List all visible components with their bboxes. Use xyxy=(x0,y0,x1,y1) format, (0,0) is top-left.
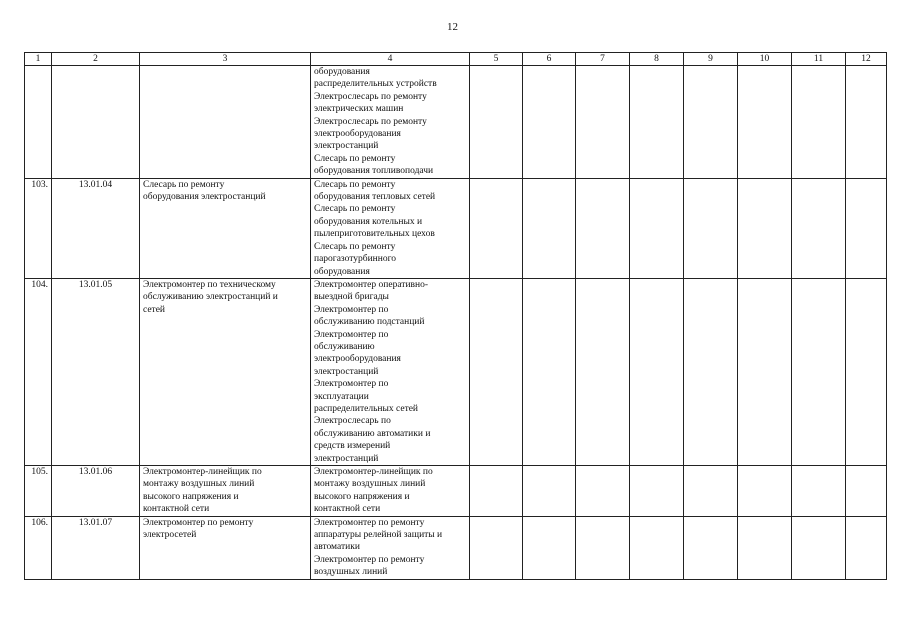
code-cell: 13.01.07 xyxy=(52,516,140,579)
name-line: Электромонтер по ремонту xyxy=(143,517,254,528)
empty-cell xyxy=(684,278,738,465)
table-row xyxy=(25,178,887,278)
related-line: Электрослесарь по ремонту xyxy=(314,116,427,127)
related-line: аппаратуры релейной защиты и xyxy=(314,530,443,541)
related-line: обслуживанию подстанций xyxy=(314,317,425,328)
name-line: Электромонтер-линейщик по xyxy=(143,467,262,477)
empty-cell xyxy=(470,278,523,465)
column-header: 8 xyxy=(630,53,684,66)
empty-cell xyxy=(846,466,887,517)
related-professions-cell xyxy=(311,278,470,465)
column-header: 10 xyxy=(738,53,792,66)
related-line: обслуживанию автоматики и xyxy=(314,428,431,439)
related-professions-cell xyxy=(311,66,470,179)
code-cell xyxy=(52,66,140,179)
empty-cell xyxy=(470,66,523,179)
row-number-cell xyxy=(25,66,52,179)
name-line: сетей xyxy=(143,304,166,315)
empty-cell xyxy=(630,516,684,579)
related-line: Электромонтер по ремонту xyxy=(314,554,425,565)
related-line: Электрослесарь по xyxy=(314,416,391,427)
related-line: электростанций xyxy=(314,453,379,464)
empty-cell xyxy=(630,66,684,179)
related-line: оборудования котельных и xyxy=(314,216,423,227)
column-header: 12 xyxy=(846,53,887,66)
related-line: Слесарь по ремонту xyxy=(314,153,396,164)
empty-cell xyxy=(792,66,846,179)
related-line: выездной бригады xyxy=(314,292,389,303)
name-line: контактной сети xyxy=(143,504,210,515)
column-header: 7 xyxy=(576,53,630,66)
column-header: 3 xyxy=(140,53,311,66)
related-line: электрических машин xyxy=(314,104,404,115)
related-line: Электрослесарь по ремонту xyxy=(314,91,427,102)
related-line: парогазотурбинного xyxy=(314,254,397,265)
column-header: 9 xyxy=(684,53,738,66)
name-line: обслуживанию электростанций и xyxy=(143,292,278,303)
empty-cell xyxy=(684,66,738,179)
empty-cell xyxy=(576,178,630,278)
profession-name-cell xyxy=(140,516,311,579)
empty-cell xyxy=(846,278,887,465)
related-line: распределительных устройств xyxy=(314,79,437,90)
related-line: оборудования xyxy=(314,67,370,77)
profession-name-cell xyxy=(140,178,311,278)
empty-cell xyxy=(576,66,630,179)
empty-cell xyxy=(630,278,684,465)
related-line: обслуживанию xyxy=(314,341,375,352)
related-line: Электромонтер-линейщик по xyxy=(314,467,433,477)
code-cell: 13.01.05 xyxy=(52,278,140,465)
empty-cell xyxy=(523,516,576,579)
header-row xyxy=(25,53,887,66)
empty-cell xyxy=(792,516,846,579)
profession-name-cell xyxy=(140,66,311,179)
name-line: оборудования электростанций xyxy=(143,192,266,203)
related-professions-cell xyxy=(311,178,470,278)
profession-name-cell xyxy=(140,466,311,517)
empty-cell xyxy=(576,278,630,465)
empty-cell xyxy=(523,66,576,179)
related-professions-cell xyxy=(311,516,470,579)
professions-table xyxy=(24,52,887,580)
related-line: оборудования xyxy=(314,266,370,277)
empty-cell xyxy=(470,516,523,579)
table-row xyxy=(25,466,887,517)
empty-cell xyxy=(738,178,792,278)
related-line: высокого напряжения и xyxy=(314,491,410,502)
related-line: автоматики xyxy=(314,542,360,553)
related-line: Электромонтер по xyxy=(314,379,389,390)
empty-cell xyxy=(792,178,846,278)
related-line: пылеприготовительных цехов xyxy=(314,229,435,240)
name-line: монтажу воздушных линий xyxy=(143,479,255,490)
code-cell: 13.01.06 xyxy=(52,466,140,517)
empty-cell xyxy=(523,278,576,465)
name-line: Слесарь по ремонту xyxy=(143,179,225,190)
name-line: Электромонтер по техническому xyxy=(143,279,276,290)
empty-cell xyxy=(792,278,846,465)
name-line: электросетей xyxy=(143,530,197,541)
empty-cell xyxy=(792,466,846,517)
empty-cell xyxy=(846,66,887,179)
empty-cell xyxy=(738,516,792,579)
row-number-cell: 104. xyxy=(25,278,52,465)
column-header: 11 xyxy=(792,53,846,66)
related-line: Электромонтер по xyxy=(314,304,389,315)
empty-cell xyxy=(738,278,792,465)
related-line: монтажу воздушных линий xyxy=(314,479,426,490)
table-row-continuation xyxy=(25,66,887,179)
empty-cell xyxy=(846,178,887,278)
empty-cell xyxy=(684,178,738,278)
related-line: оборудования тепловых сетей xyxy=(314,192,436,203)
related-line: контактной сети xyxy=(314,504,381,515)
empty-cell xyxy=(470,178,523,278)
code-cell: 13.01.04 xyxy=(52,178,140,278)
related-line: эксплуатации xyxy=(314,391,369,402)
related-line: Слесарь по ремонту xyxy=(314,204,396,215)
empty-cell xyxy=(846,516,887,579)
empty-cell xyxy=(738,66,792,179)
empty-cell xyxy=(470,466,523,517)
column-header: 6 xyxy=(523,53,576,66)
related-line: воздушных линий xyxy=(314,567,388,578)
row-number-cell: 103. xyxy=(25,178,52,278)
empty-cell xyxy=(630,178,684,278)
related-line: электрооборудования xyxy=(314,129,401,140)
related-line: электрооборудования xyxy=(314,354,401,365)
empty-cell xyxy=(630,466,684,517)
column-header: 2 xyxy=(52,53,140,66)
empty-cell xyxy=(684,466,738,517)
empty-cell xyxy=(523,178,576,278)
row-number-cell: 106. xyxy=(25,516,52,579)
empty-cell xyxy=(576,516,630,579)
related-line: Электромонтер по xyxy=(314,329,389,340)
table-row xyxy=(25,516,887,579)
name-line: высокого напряжения и xyxy=(143,491,239,502)
row-number-cell: 105. xyxy=(25,466,52,517)
related-line: Электромонтер по ремонту xyxy=(314,517,425,528)
related-line: Электромонтер оперативно- xyxy=(314,279,429,290)
profession-name-cell xyxy=(140,278,311,465)
empty-cell xyxy=(684,516,738,579)
related-line: оборудования топливоподачи xyxy=(314,166,434,177)
related-line: Слесарь по ремонту xyxy=(314,179,396,190)
related-line: распределительных сетей xyxy=(314,403,419,414)
table-row xyxy=(25,278,887,465)
empty-cell xyxy=(738,466,792,517)
related-line: Слесарь по ремонту xyxy=(314,241,396,252)
column-header: 4 xyxy=(311,53,470,66)
related-line: электростанций xyxy=(314,141,379,152)
column-header: 1 xyxy=(25,53,52,66)
empty-cell xyxy=(523,466,576,517)
column-header: 5 xyxy=(470,53,523,66)
related-professions-cell xyxy=(311,466,470,517)
related-line: электростанций xyxy=(314,366,379,377)
related-line: средств измерений xyxy=(314,441,391,452)
empty-cell xyxy=(576,466,630,517)
page-number: 12 xyxy=(447,21,458,33)
